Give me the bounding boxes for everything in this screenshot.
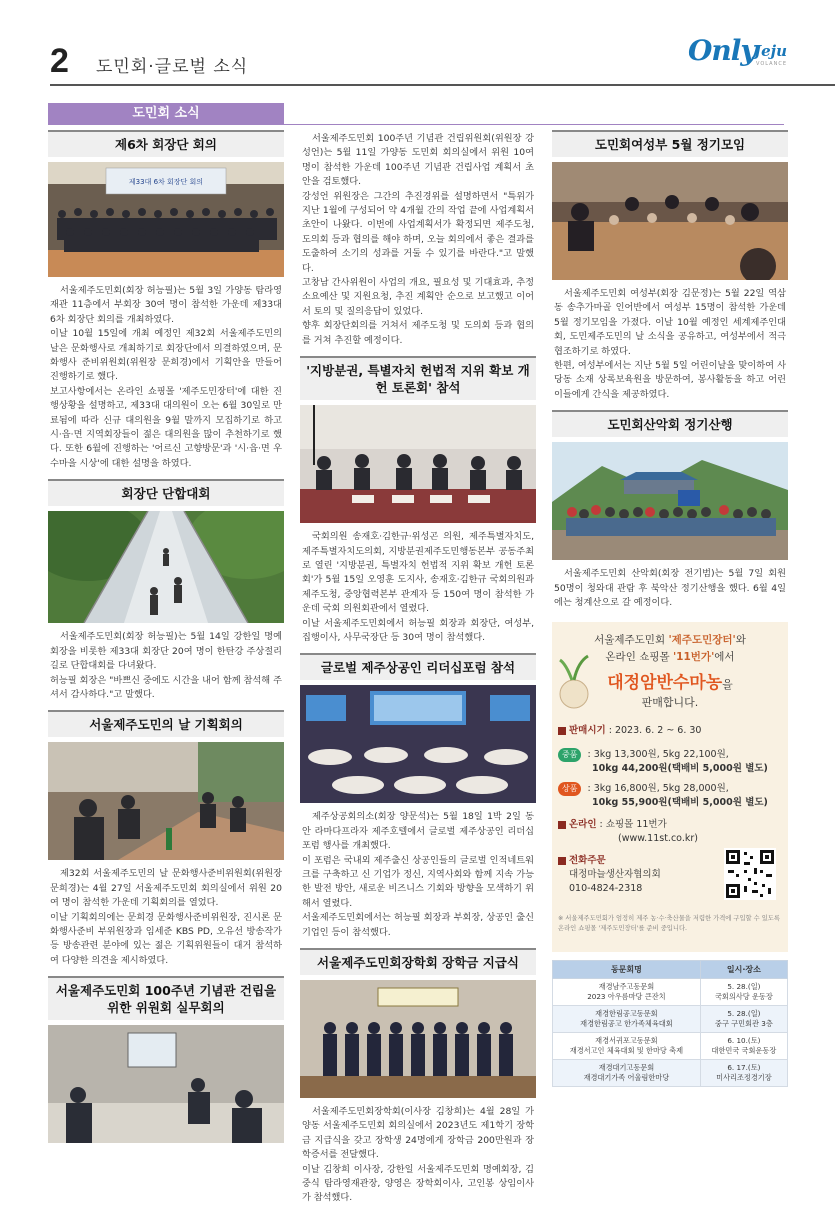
ad-footnote: ※ 서울제주도민회가 엄정히 제주 농·수·축산물을 저렴한 가격에 구입할 수 있도록 온라인 쇼핑몰 '제주도민장터'를 준비 중입니다. bbox=[558, 915, 780, 933]
article-body: 제주상공회의소(회장 양문석)는 5월 18일 1박 2일 동안 라마다프라자 제주호텔에서 글로벌 제주상공인 리더십포럼 행사를 개최했다. 이 포럼은 국내외 제주출신 상공인들의 글로벌 인적네트워크를 구축하고 신 기업가 정신, 지역사회와 함께 지속 가능한 발전 방안, 새로운 비즈니스 기회와 방향을 모색하기 위해서 열렸다. 서울제주도민회에서는 허능필 회장과 부회장, 상공인 출신 기업인 등이 참석했다. bbox=[302, 811, 534, 938]
table-row: 재경서귀포고동문회 재경서고인 체육대회 및 한마당 축제 6. 10.(토) 대한민국 국회운동장 bbox=[553, 1033, 788, 1060]
qr-code-icon[interactable] bbox=[724, 848, 776, 900]
ad-line-1: 서울제주도민회 '제주도민장터'와 bbox=[594, 634, 746, 647]
garlic-illustration-icon bbox=[558, 652, 592, 712]
forum-panel-photo bbox=[300, 405, 536, 523]
article-title: 도민회산악회 정기산행 bbox=[552, 410, 788, 437]
article-title: 서울제주도민의 날 기획회의 bbox=[48, 710, 284, 737]
article-title: 도민회여성부 5월 정기모임 bbox=[552, 130, 788, 157]
article-title: 글로벌 제주상공인 리더십포럼 참석 bbox=[300, 653, 536, 680]
ad-line-2: 온라인 쇼핑몰 '11번가'에서 bbox=[605, 651, 735, 664]
band-underline bbox=[284, 124, 784, 125]
article-body: 서울제주도민회 여성부(회장 김문정)는 5월 22일 역삼동 송추가마골 인어반에서 여성부 15명이 참석한 가운데 5월 정기모임을 가졌다. 이날 10월 예정인 세계제주인대회, 도민제주도민의 날 소식을 공유하고, 여성부에서 적극 협조하기로 하였다. 한편, 여성부에서는 지난 5월 5일 어린이날을 맞이하여 사당동 소재 상록보육원을 방문하여, 봉사활동을 하고 어린이들에게 간식을 제공하였다. bbox=[554, 288, 786, 400]
article-leadership-forum bbox=[300, 653, 536, 940]
ad-online-shop[interactable]: 온라인 : 쇼핑몰 11번가 (www.11st.co.kr) bbox=[558, 818, 698, 846]
table-row: 재경대기고동문회 재경대기가족 어울림한마당 6. 17.(토) 미사리조정경기장 bbox=[553, 1060, 788, 1087]
article-title: 서울제주도민회장학회 장학금 지급식 bbox=[300, 948, 536, 975]
only-jeju-logo bbox=[688, 34, 792, 74]
ad-product-name: 대정암반수마농을 bbox=[607, 673, 733, 694]
ad-sell-text: 판매합니다. bbox=[641, 696, 699, 710]
article-body: 서울제주도민회 100주년 기념관 건립위원회(위원장 강성언)는 5월 11일 가양동 도민회 회의실에서 위원 10여 명이 참석한 가운데 100주년 기념관 건립사업 계획서 초안을 검토했다. 강성언 위원장은 그간의 추진경위를 설명하면서 "특위가 지난 1월에 구성되어 약 4개월 간의 작업 끝에 사업계획서 초안이 나왔다. 이번에 사업계획서가 확정되면 제주도청, 도의회 등과 협의를 해야 하며, 오늘 회의에서 좋은 결과를 도출하여 소기의 성과를 거둘 수 있기를 바란다."고 말했다. 고창남 간사위원이 사업의 개요, 필요성 및 기대효과, 추정 소요예산 및 지원요청, 추진 계획안 순으로 보고했고 이어서 토의 및 질의응답이 있었다. 향후 회장단회의를 거쳐서 제주도청 및 도의회 등과 협의를 거쳐 추진할 예정이다. bbox=[302, 133, 534, 346]
article-body: 서울제주도민회 산악회(회장 전기범)는 5월 7일 회원 50명이 청와대 관람 후 북악산 정기산행을 했다. 6월 4일에는 청계산으로 갈 예정이다. bbox=[554, 568, 786, 609]
meeting-banner-text: 제33대 6차 회장단 회의 bbox=[128, 178, 204, 186]
logo-text-main: Only bbox=[688, 34, 756, 67]
article-body: 국회의원 송재호·김한규·위성곤 의원, 제주특별자치도, 제주특별자치도의회, 지방분권제주도민행동본부 공동주최로 열린 '지방분권, 특별자치 헌법적 지위 확보 개헌 토론회'가 5월 15일 오영훈 도지사, 송재호·김한규 국회의원과 제주도청, 중앙협력본부 관계자 등 150여 명이 참석한 가운데 국회 의원회관에서 열렸다. 이날 서울제주도민회에서 허능필 회장과 회장단, 여성부, 집행이사, 사무국장단 등 30여 명이 참석했다. bbox=[302, 531, 534, 643]
article-body: 서울제주도민회(회장 허능필)는 5월 14일 강한일 명예회장을 비롯한 제33대 회장단 20여 명이 한탄강 주상절리길로 단합대회를 다녀왔다. 허능필 회장은 "바쁘신 중에도 시간을 내어 함께 참석해 주셔서 감사하다."고 말했다. bbox=[50, 631, 282, 700]
ad-grade-medium: 중품 : 3kg 13,300원, 5kg 22,100원, 10kg 44,200원(택배비 5,000원 별도) bbox=[558, 748, 768, 776]
section-band: 도민회 소식 bbox=[48, 103, 284, 125]
article-centennial-continued bbox=[300, 130, 536, 348]
scholarship-group-photo bbox=[300, 980, 536, 1098]
article-team-outing bbox=[48, 479, 284, 702]
article-centennial-committee bbox=[48, 976, 284, 1143]
article-scholarship bbox=[300, 948, 536, 1206]
suspension-bridge-photo bbox=[48, 511, 284, 623]
ad-phone-order: 전화주문 대정마늘생산자협의회 010-4824-2318 bbox=[558, 854, 661, 896]
article-title: 회장단 단합대회 bbox=[48, 479, 284, 506]
page-number: 2 bbox=[50, 42, 69, 80]
column-3 bbox=[552, 130, 788, 1087]
article-title: 서울제주도민회 100주년 기념관 건립을 위한 위원회 실무회의 bbox=[48, 976, 284, 1020]
hiking-group-photo bbox=[552, 442, 788, 560]
banquet-hall-photo bbox=[300, 685, 536, 803]
alumni-events-table bbox=[552, 960, 788, 1087]
ad-grade-premium: 상품 : 3kg 16,800원, 5kg 28,000원, 10kg 55,900원(택배비 5,000원 별도) bbox=[558, 782, 768, 810]
column-1 bbox=[48, 130, 284, 1151]
table-header-datetime: 일시·장소 bbox=[700, 961, 787, 979]
header-divider bbox=[50, 84, 835, 86]
table-row: 재경남주고동문회 2023 아우름마당 큰잔치 5. 28.(일) 국회의사당 운동장 bbox=[553, 979, 788, 1006]
column-2 bbox=[300, 130, 536, 1214]
article-women-meeting bbox=[552, 130, 788, 402]
group-photo-meeting bbox=[48, 162, 284, 277]
article-title: '지방분권, 특별자치 헌법적 지위 확보 개헌 토론회' 참석 bbox=[300, 356, 536, 400]
section-title: 도민회·글로벌 소식 bbox=[96, 57, 249, 77]
table-header-alumni: 동문회명 bbox=[553, 961, 701, 979]
article-planning-meeting bbox=[48, 710, 284, 968]
article-executive-meeting bbox=[48, 130, 284, 471]
logo-tagline: VOLANCE bbox=[756, 61, 787, 67]
article-body: 서울제주도민회(회장 허능필)는 5월 3일 가양동 탐라영재관 11층에서 부회장 30여 명이 참석한 가운데 제33대 6차 회장단 회의를 개최하였다. 이날 10월 15일에 개최 예정인 제32회 서울제주도민의 날은 문화행사로 개최하기로 회장단에서 의결하였으며, 문화행사 준비위원회(위원장 문희경)에서 기획안을 만들어 진행하기로 했다. 보고사항에서는 온라인 쇼핑몰 '제주도민장터'에 대한 진행상황을 설명하고, 제33대 대의원이 오는 6월 30일로 만료됨에 따라 신규 대의원을 9월 말까지 모집하기로 하고 시·읍·면 지역회장들이 젊은 대의원을 많이 추천하기로 했다. 또한 6월에 진행하는 '어르신 고향방문'과 '시·읍·면 우수마을 시상'에 대한 설명을 하였다. bbox=[50, 285, 282, 469]
ad-sale-period: 판매시기 : 2023. 6. 2 ~ 6. 30 bbox=[558, 724, 701, 738]
garlic-sale-ad bbox=[552, 622, 788, 952]
article-body: 서울제주도민회장학회(이사장 김창희)는 4월 28일 가양동 서울제주도민회 회의실에서 2023년도 제1학기 장학금 지급식을 갖고 장학생 24명에게 장학금 200만원과 장학증서를 전달했다. 이날 김창희 이사장, 강한일 서울제주도민회 명예회장, 김중식 탐라영재관장, 양영은 장학회이사, 고인봉 상임이사가 참석했다. bbox=[302, 1106, 534, 1204]
article-body: 제32회 서울제주도민의 날 문화행사준비위원회(위원장 문희경)는 4월 27일 서울제주도민회 회의실에서 위원 20여 명이 참석한 가운데 기획회의를 열었다. 이날 기획회의에는 문희경 문화행사준비위원장, 진시론 문화행사준비 부위원장과 임세준 KBS PD, 오유선 방송작가 등 방송관련 분야에 있는 젊은 기획위원들이 대거 참석하여 다양한 의견을 제시하였다. bbox=[50, 868, 282, 966]
logo-text-sub: Jeju bbox=[754, 42, 787, 60]
article-title: 제6차 회장단 회의 bbox=[48, 130, 284, 157]
women-group-photo bbox=[552, 162, 788, 280]
article-decentralization-forum bbox=[300, 356, 536, 645]
committee-meeting-photo bbox=[48, 1025, 284, 1143]
planning-meeting-photo bbox=[48, 742, 284, 860]
page-header bbox=[0, 0, 835, 90]
table-row: 재경한림공고동문회 재경한림공고 한가족체육대회 5. 28.(일) 중구 구민회관 3층 bbox=[553, 1006, 788, 1033]
article-hiking-club bbox=[552, 410, 788, 610]
